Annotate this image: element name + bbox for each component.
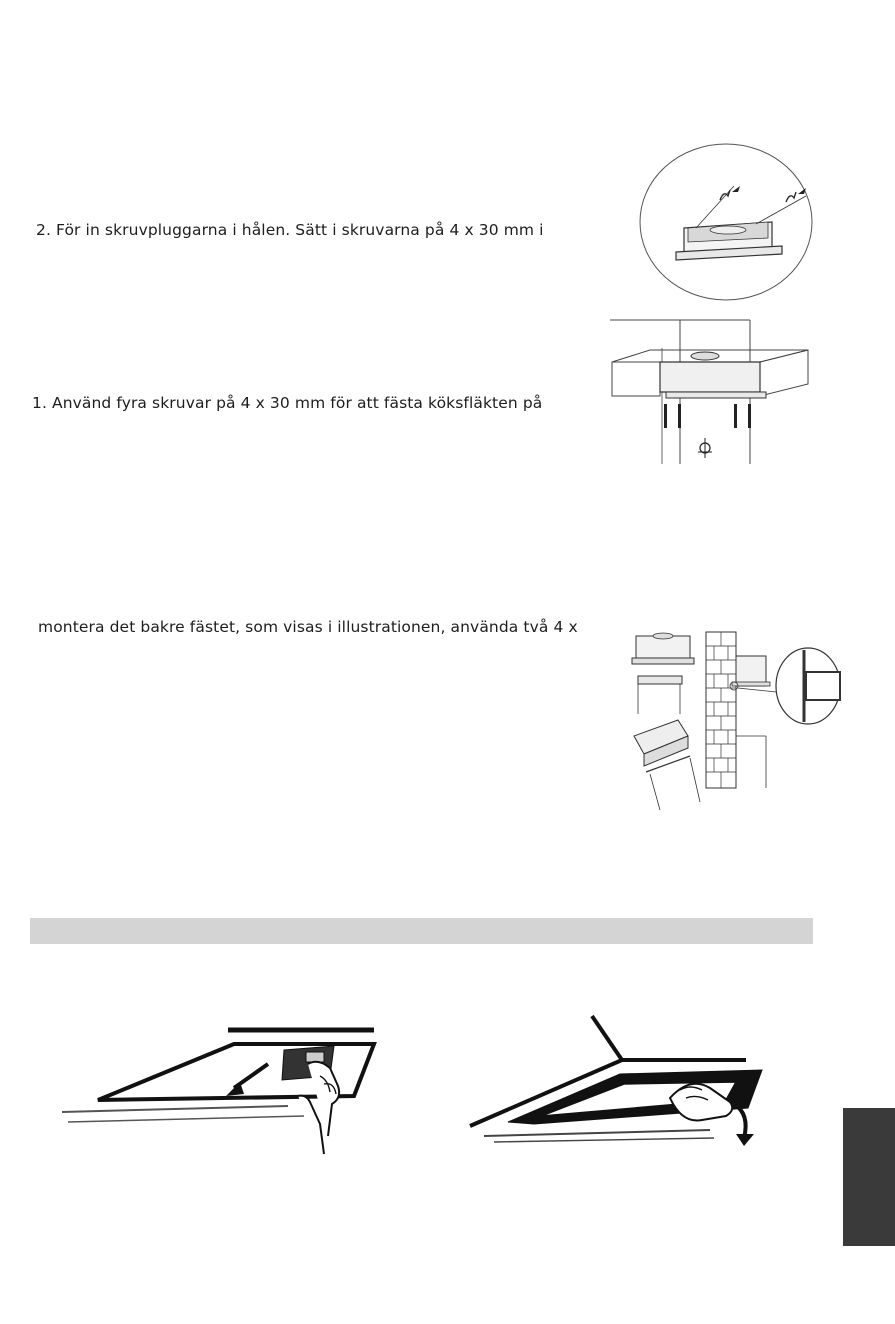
step-1-instruction: 1. Använd fyra skruvar på 4 x 30 mm för att fästa köksfläkten på	[32, 394, 543, 412]
section-header-band	[30, 918, 813, 944]
rear-bracket-wall-icon	[626, 624, 842, 816]
hood-mounting-detail-icon	[636, 142, 816, 304]
panel-slide-hand-icon	[464, 1012, 770, 1148]
filter-removal-hand-icon	[58, 1024, 380, 1156]
language-side-tab	[843, 1108, 895, 1246]
hood-cabinet-screws-icon	[610, 318, 810, 466]
rear-bracket-instruction: montera det bakre fästet, som visas i illustrationen, använda två 4 x	[38, 618, 578, 636]
step-2-instruction: 2. För in skruvpluggarna i hålen. Sätt i skruvarna på 4 x 30 mm i	[36, 221, 544, 239]
